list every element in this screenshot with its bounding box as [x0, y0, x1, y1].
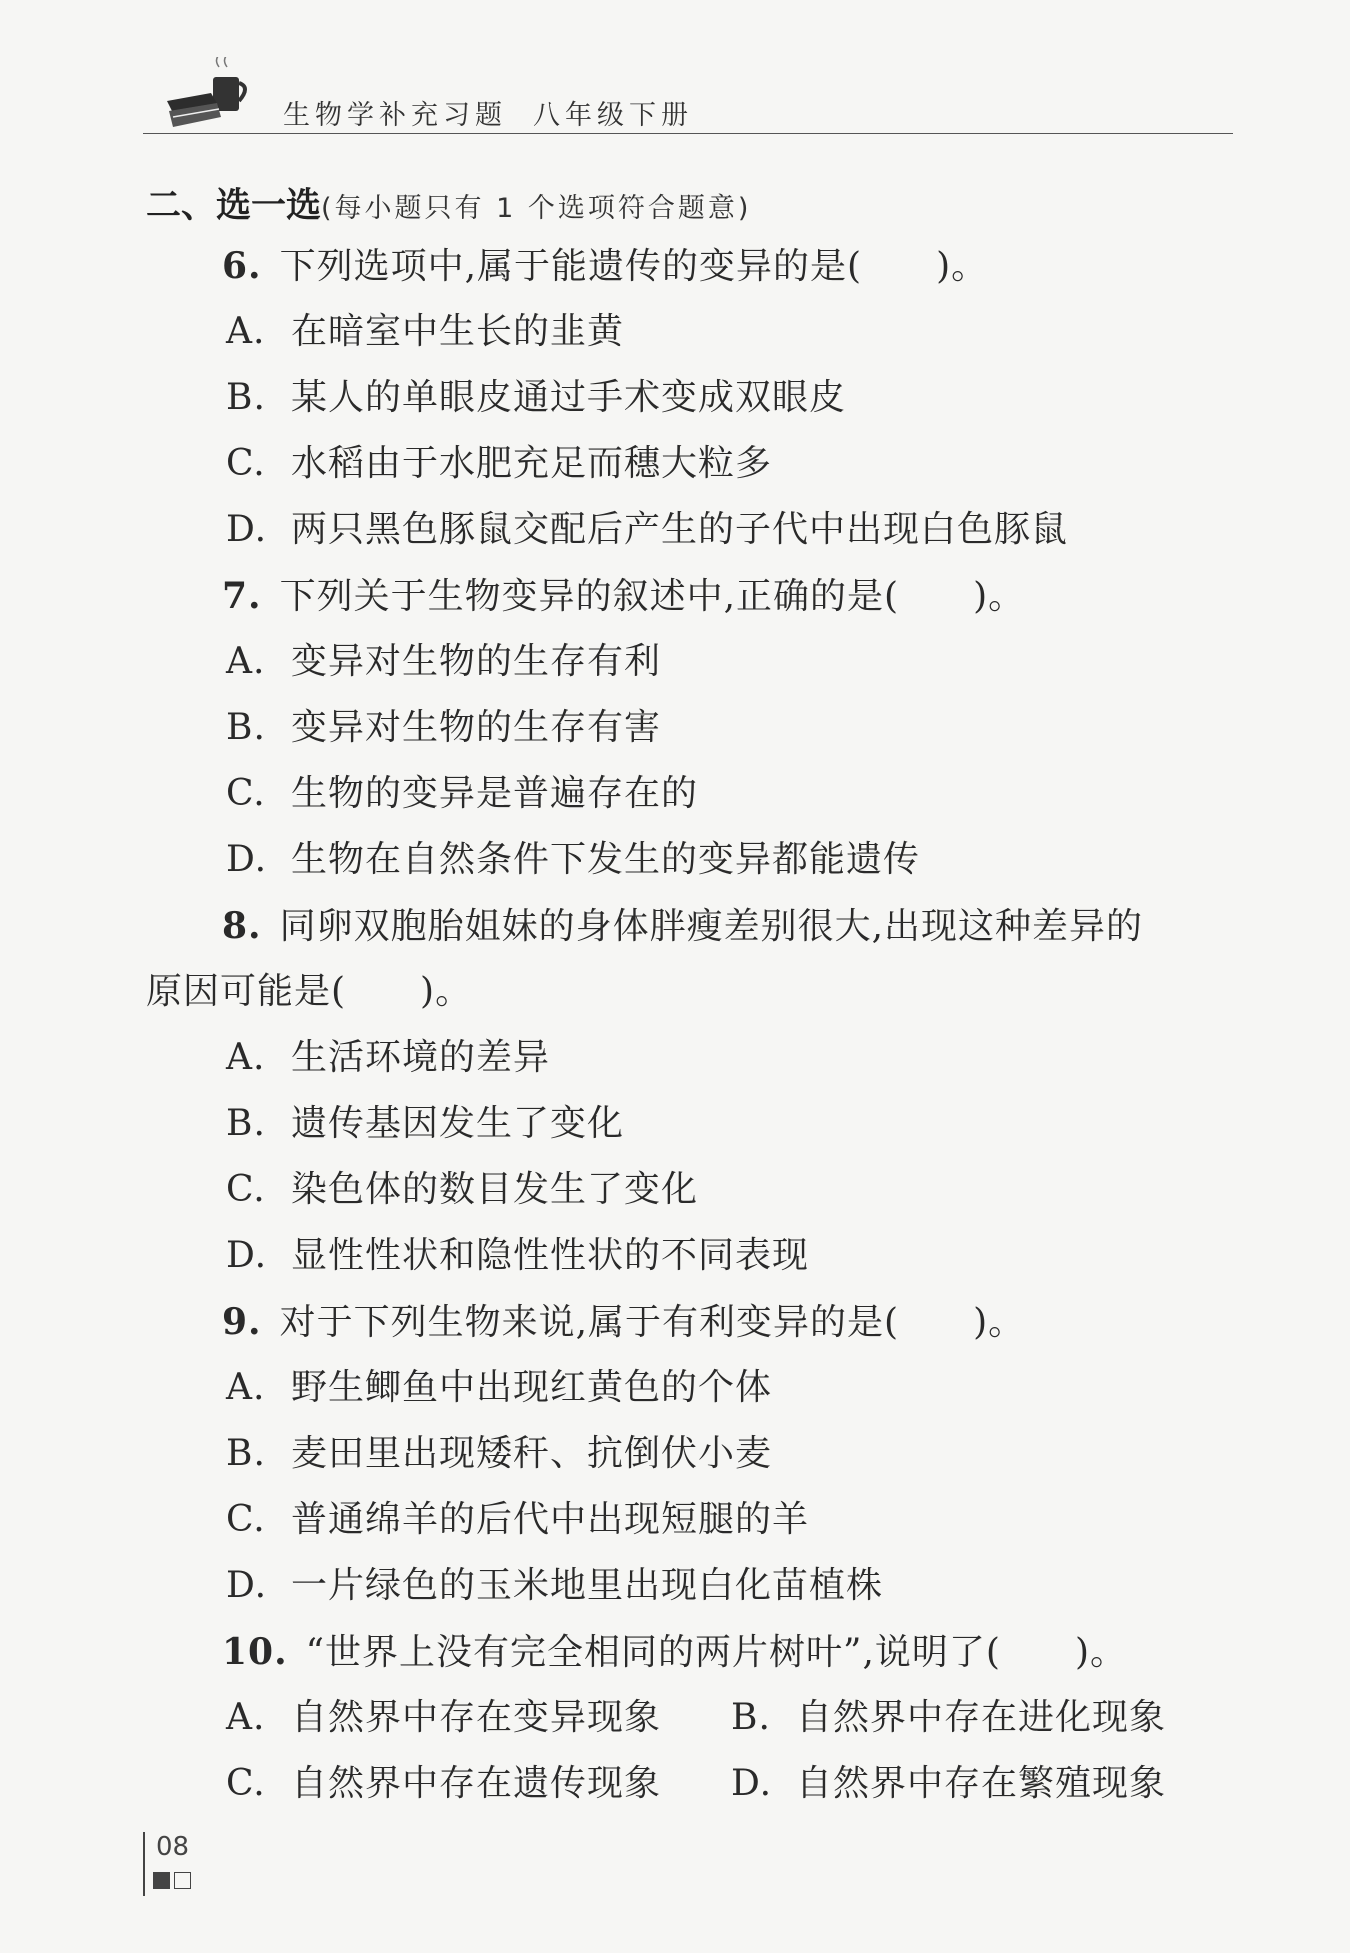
- options-10cd: [226, 1763, 1167, 1804]
- option-8b: B. 遗传基因发生了变化: [226, 1103, 625, 1144]
- option-6d: D. 两只黑色豚鼠交配后产生的子代中出现白色豚鼠: [226, 509, 1069, 550]
- question-8: [222, 906, 1143, 947]
- page-header: [143, 55, 1233, 135]
- option-8a: A. 生活环境的差异: [226, 1037, 551, 1078]
- question-number: 8.: [222, 905, 262, 947]
- section-heading: 二、选一选: [146, 186, 322, 226]
- option-6b: B. 某人的单眼皮通过手术变成双眼皮: [226, 377, 847, 418]
- option-10b: B. 自然界中存在进化现象: [731, 1697, 1167, 1738]
- option-9b: B. 麦田里出现矮秆、抗倒伏小麦: [226, 1433, 773, 1474]
- question-8-continued: 原因可能是( )。: [146, 971, 473, 1012]
- question-text: “世界上没有完全相同的两片树叶”,说明了( )。: [305, 1632, 1127, 1673]
- option-6c: C. 水稻由于水肥充足而穗大粒多: [226, 443, 773, 484]
- book-series-title: 生物学补充习题: [283, 100, 507, 131]
- option-9a: A. 野生鲫鱼中出现红黄色的个体: [226, 1367, 773, 1408]
- filled-square-icon: [153, 1872, 170, 1889]
- option-7c: C. 生物的变异是普遍存在的: [226, 773, 699, 814]
- option-10a: A. 自然界中存在变异现象: [226, 1697, 662, 1738]
- question-7: [222, 576, 1025, 617]
- option-9d: D. 一片绿色的玉米地里出现白化苗植株: [226, 1565, 884, 1606]
- page-number: 08: [156, 1832, 190, 1862]
- empty-square-icon: [174, 1872, 191, 1889]
- book-and-cup-icon: [163, 57, 283, 137]
- option-10c: C. 自然界中存在遗传现象: [226, 1763, 662, 1804]
- section-note: (每小题只有 1 个选项符合题意): [321, 193, 752, 224]
- option-8c: C. 染色体的数目发生了变化: [226, 1169, 699, 1210]
- option-8d: D. 显性性状和隐性性状的不同表现: [226, 1235, 810, 1276]
- option-10d: D. 自然界中存在繁殖现象: [731, 1763, 1167, 1804]
- question-number: 6.: [222, 245, 262, 287]
- question-number: 9.: [222, 1301, 262, 1343]
- question-text: 下列关于生物变异的叙述中,正确的是( )。: [279, 576, 1026, 617]
- question-10: [222, 1632, 1127, 1673]
- question-6: [222, 246, 988, 287]
- book-grade: 八年级下册: [533, 100, 693, 131]
- book-title: [283, 93, 693, 132]
- question-text: 下列选项中,属于能遗传的变异的是( )。: [279, 246, 989, 287]
- section-title: [146, 178, 751, 228]
- question-number: 10.: [222, 1631, 288, 1673]
- footer-rule: [143, 1832, 145, 1896]
- option-7b: B. 变异对生物的生存有害: [226, 707, 662, 748]
- option-9c: C. 普通绵羊的后代中出现短腿的羊: [226, 1499, 810, 1540]
- question-text: 对于下列生物来说,属于有利变异的是( )。: [279, 1302, 1026, 1343]
- question-text: 同卵双胞胎姐妹的身体胖瘦差别很大,出现这种差异的: [279, 906, 1144, 947]
- option-7d: D. 生物在自然条件下发生的变异都能遗传: [226, 839, 921, 880]
- page-footer: [143, 1832, 233, 1896]
- options-10ab: [226, 1697, 1167, 1738]
- question-9: [222, 1302, 1025, 1343]
- header-rule: [143, 133, 1233, 134]
- option-7a: A. 变异对生物的生存有利: [226, 641, 662, 682]
- question-number: 7.: [222, 575, 262, 617]
- option-6a: A. 在暗室中生长的韭黄: [226, 311, 625, 352]
